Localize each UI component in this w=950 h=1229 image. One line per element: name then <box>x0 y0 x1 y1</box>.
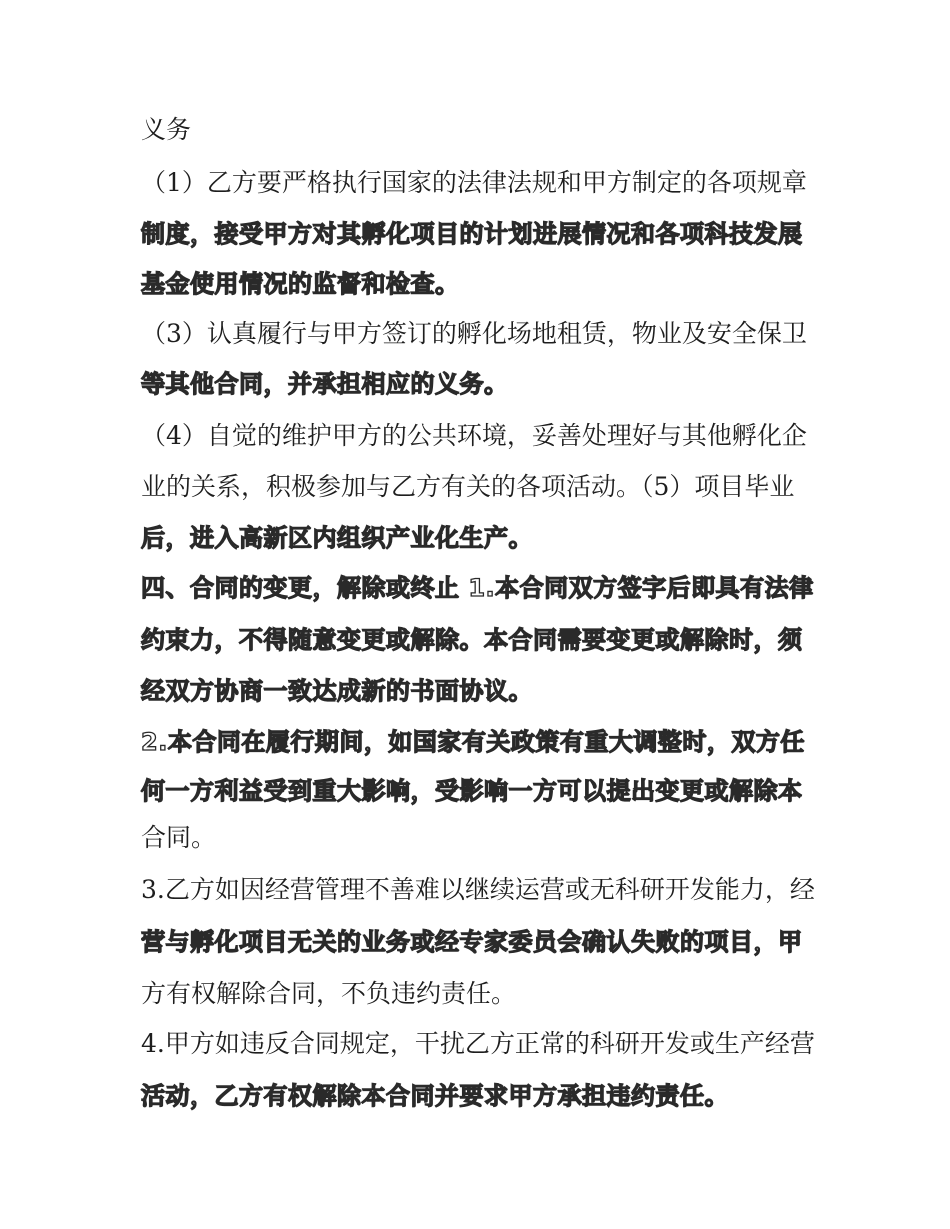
text-line-clause-1-cont-1: 制度，接受甲方对其孵化项目的计划进展情况和各项科技发展 <box>141 220 803 248</box>
text-line-clause-3-cont: 等其他合同，并承担相应的义务。 <box>141 370 509 398</box>
text-line-item-4-cont: 活动，乙方有权解除本合同并要求甲方承担违约责任。 <box>141 1082 729 1110</box>
text-line-item-2-cont: 何一方利益受到重大影响，受影响一方可以提出变更或解除本 <box>141 777 803 805</box>
text-line-clause-1: （1）乙方要严格执行国家的法律法规和甲方制定的各项规章 <box>141 168 807 197</box>
text-line-clause-1-cont-2: 基金使用情况的监督和检查。 <box>141 270 460 298</box>
text-line-section-4-cont-2: 经双方协商一致达成新的书面协议。 <box>141 677 533 705</box>
text-line-clause-4: （4）自觉的维护甲方的公共环境，妥善处理好与其他孵化企 <box>141 421 807 450</box>
text-line-clause-3: （3）认真履行与甲方签订的孵化场地租赁，物业及安全保卫 <box>141 319 807 348</box>
text-line-item-2: 2.本合同在履行期间，如国家有关政策有重大调整时，双方任 <box>141 728 805 756</box>
text-line-item-3: 3.乙方如因经营管理不善难以继续运营或无科研开发能力，经 <box>141 875 815 904</box>
text-line-clause-5-cont: 后，进入高新区内组织产业化生产。 <box>141 524 533 552</box>
text-line-clause-4-5: 业的关系，积极参加与乙方有关的各项活动。（5）项目毕业 <box>141 472 795 501</box>
text-line-item-3-end: 方有权解除合同，不负违约责任。 <box>141 979 517 1008</box>
text-line-section-4-heading: 四、合同的变更，解除或终止 1.本合同双方签字后即具有法律 <box>141 574 814 602</box>
text-line-obligations-heading: 义务 <box>141 115 192 144</box>
text-line-item-4: 4.甲方如违反合同规定，干扰乙方正常的科研开发或生产经营 <box>141 1029 815 1058</box>
text-line-item-2-end: 合同。 <box>141 823 217 852</box>
text-line-section-4-cont-1: 约束力，不得随意变更或解除。本合同需要变更或解除时，须 <box>141 626 803 654</box>
text-line-item-3-cont: 营与孵化项目无关的业务或经专家委员会确认失败的项目，甲 <box>141 928 803 956</box>
